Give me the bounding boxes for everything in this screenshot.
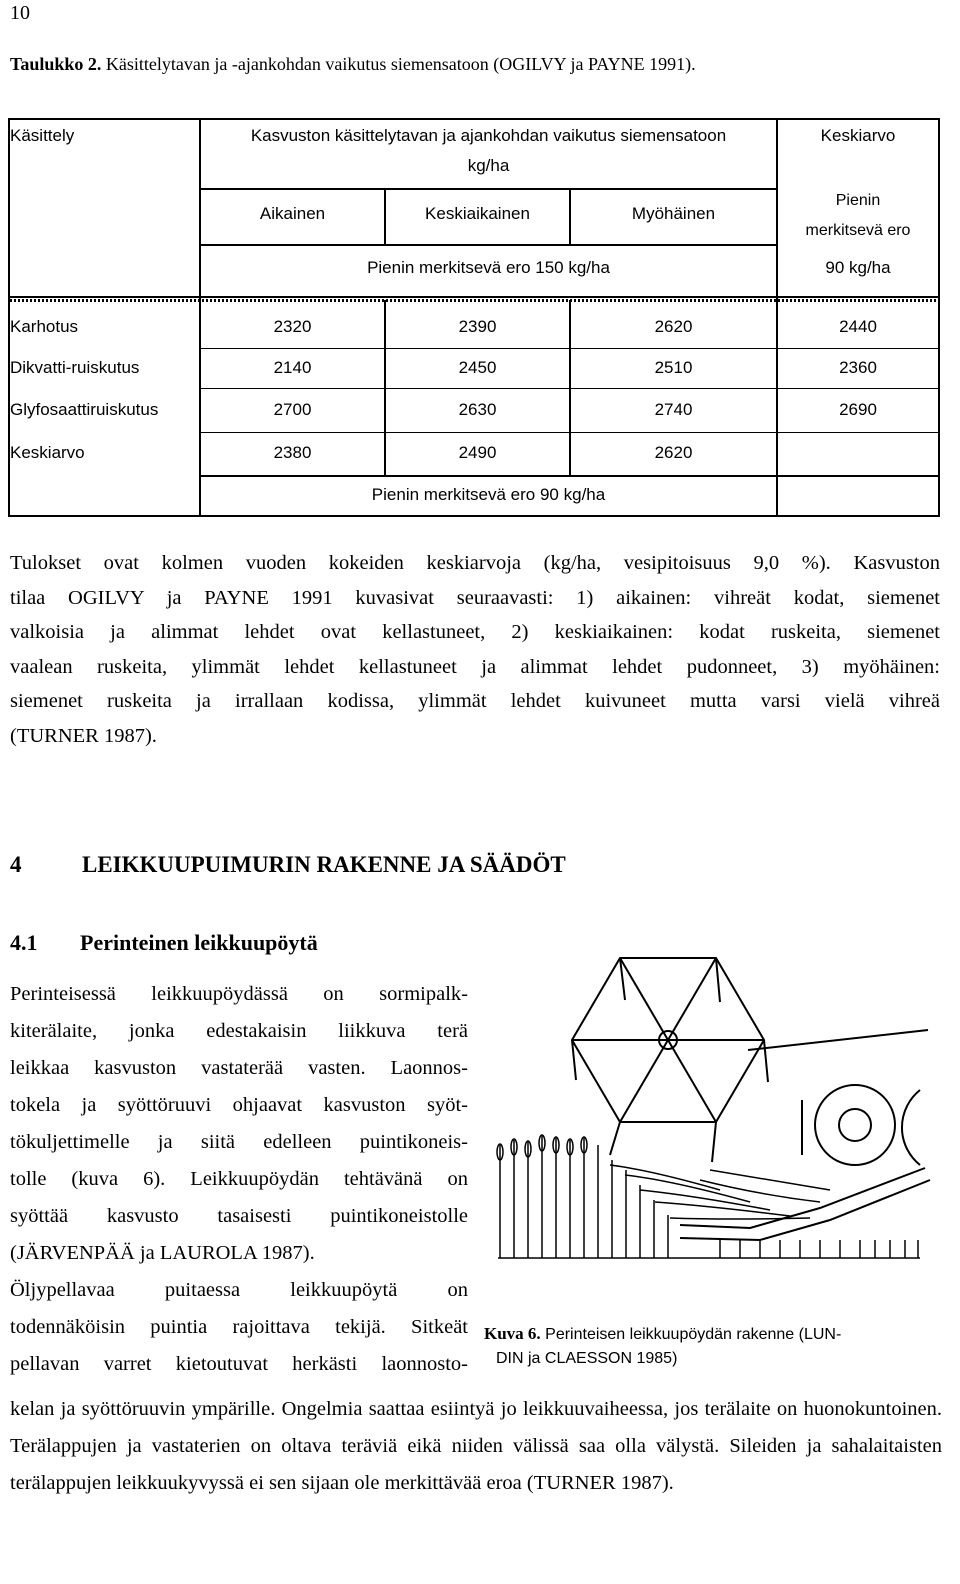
- table-caption-text: Käsittelytavan ja -ajankohdan vaikutus siemensatoon (OGILVY ja PAYNE 1991).: [105, 54, 696, 74]
- paragraph-line: valkoisia ja alimmat lehdet ovat kellastuneet, 2) keskiaikainen: kodat ruskeita, siemenet: [10, 621, 940, 643]
- cell-keskiaikainen: 2390: [458, 317, 497, 336]
- header-treatment: Käsittely: [10, 126, 75, 145]
- header-group-line2: kg/ha: [467, 156, 510, 175]
- cell-myohainen: 2740: [654, 400, 693, 419]
- figure-caption-line2: DIN ja CLAESSON 1985): [496, 1350, 678, 1367]
- subsection-title: Perinteinen leikkuupöytä: [80, 930, 318, 955]
- figure-caption-line1: Perinteisen leikkuupöydän rakenne (LUN-: [545, 1326, 842, 1343]
- header-diagram-figure: [480, 940, 950, 1320]
- text-line: tolle (kuva 6). Leikkuupöydän tehtävänä on: [10, 1168, 468, 1190]
- header-average-lsd1: Pienin: [835, 192, 881, 209]
- left-column-text: [10, 976, 468, 1383]
- text-line: (JÄRVENPÄÄ ja LAUROLA 1987).: [10, 1242, 315, 1264]
- header-myohainen: Myöhäinen: [631, 204, 716, 223]
- cell-aikainen: 2380: [273, 443, 312, 462]
- text-line: leikkaa kasvuston vastaterää vasten. Laonnos-: [10, 1057, 468, 1079]
- table-caption-label: Taulukko 2.: [10, 54, 102, 74]
- cell-myohainen: 2620: [654, 443, 693, 462]
- row-name: Glyfosaattiruiskutus: [10, 400, 159, 419]
- text-line: todennäköisin puintia rajoittava tekijä. Sitkeät: [10, 1316, 468, 1338]
- header-keskiaikainen: Keskiaikainen: [425, 204, 530, 223]
- section-title: LEIKKUUPUIMURIN RAKENNE JA SÄÄDÖT: [82, 852, 566, 877]
- header-average-lsd3: 90 kg/ha: [825, 258, 891, 277]
- text-line: tökuljettimelle ja siitä edelleen puintikoneis-: [10, 1131, 468, 1153]
- section-heading: [10, 852, 566, 878]
- footer-lsd: Pienin merkitsevä ero 90 kg/ha: [371, 485, 606, 504]
- figure-label: Kuva 6.: [484, 1324, 541, 1343]
- row-name: Dikvatti-ruiskutus: [10, 358, 140, 377]
- cell-keskiaikainen: 2630: [458, 400, 497, 419]
- header-average: Keskiarvo: [820, 126, 896, 145]
- auger: [815, 1085, 895, 1165]
- cell-aikainen: 2140: [273, 358, 312, 377]
- header-group-line1: Kasvuston käsittelytavan ja ajankohdan vaikutus siemensatoon: [250, 126, 727, 145]
- subsection-heading: [10, 930, 318, 956]
- cell-aikainen: 2320: [273, 317, 312, 336]
- results-table: [0, 0, 960, 540]
- text-line: tokela ja syöttöruuvi ohjaavat kasvuston syöt-: [10, 1094, 468, 1116]
- header-average-lsd2: merkitsevä ero: [805, 222, 911, 239]
- results-paragraph: [10, 546, 940, 753]
- cell-keskiaikainen: 2450: [458, 358, 497, 377]
- header-aikainen: Aikainen: [259, 204, 326, 223]
- paragraph-line: Tulokset ovat kolmen vuoden kokeiden keskiarvoja (kg/ha, vesipitoisuus 9,0 %). Kasvuston: [10, 552, 940, 574]
- figure-caption: [484, 1322, 954, 1371]
- cell-myohainen: 2510: [654, 358, 693, 377]
- cell-keskiarvo: 2690: [839, 400, 877, 419]
- paragraph-line: tilaa OGILVY ja PAYNE 1991 kuvasivat seuraavasti: 1) aikainen: vihreät kodat, siemenet: [10, 586, 940, 609]
- section-number: 4: [10, 852, 22, 877]
- text-line: syöttää kasvusto tasaisesti puintikoneistolle: [10, 1205, 468, 1227]
- text-line: Öljypellavaa puitaessa leikkuupöytä on: [10, 1279, 468, 1301]
- paragraph-line: vaalean ruskeita, ylimmät lehdet kellastuneet ja alimmat lehdet pudonneet, 3) myöhäinen:: [10, 655, 940, 678]
- cell-keskiarvo: 2440: [839, 317, 877, 336]
- row-name: Keskiarvo: [10, 443, 85, 462]
- page-number: 10: [10, 2, 30, 24]
- text-line: kiterälaite, jonka edestakaisin liikkuva terä: [10, 1020, 468, 1042]
- bottom-paragraph: kelan ja syöttöruuvin ympärille. Ongelmia saattaa esiintyä jo leikkuuvaiheessa, jos terälaite on huonokuntoinen. Terälappujen ja vastaterien on oltava teräviä eikä niiden välissä saa olla välystä. Sileiden ja sahalaitaisten terälappujen leikkuukyvyssä ei sen sijaan ole merkittävää eroa (TURNER 1987).: [10, 1398, 942, 1494]
- cell-keskiaikainen: 2490: [458, 443, 497, 462]
- paragraph-line: siemenet ruskeita ja irrallaan kodissa, ylimmät lehdet kuivuneet mutta varsi vielä vihreä: [10, 690, 940, 712]
- cell-keskiarvo: 2360: [839, 358, 877, 377]
- cell-aikainen: 2700: [273, 400, 312, 419]
- header-lsd-group: Pienin merkitsevä ero 150 kg/ha: [367, 258, 610, 277]
- text-line: Perinteisessä leikkuupöydässä on sormipalk-: [10, 983, 468, 1005]
- subsection-number: 4.1: [10, 930, 38, 955]
- row-name: Karhotus: [10, 317, 79, 336]
- paragraph-line: (TURNER 1987).: [10, 724, 157, 747]
- text-line: pellavan varret kietoutuvat herkästi laonnosto-: [10, 1353, 468, 1375]
- cell-myohainen: 2620: [654, 317, 693, 336]
